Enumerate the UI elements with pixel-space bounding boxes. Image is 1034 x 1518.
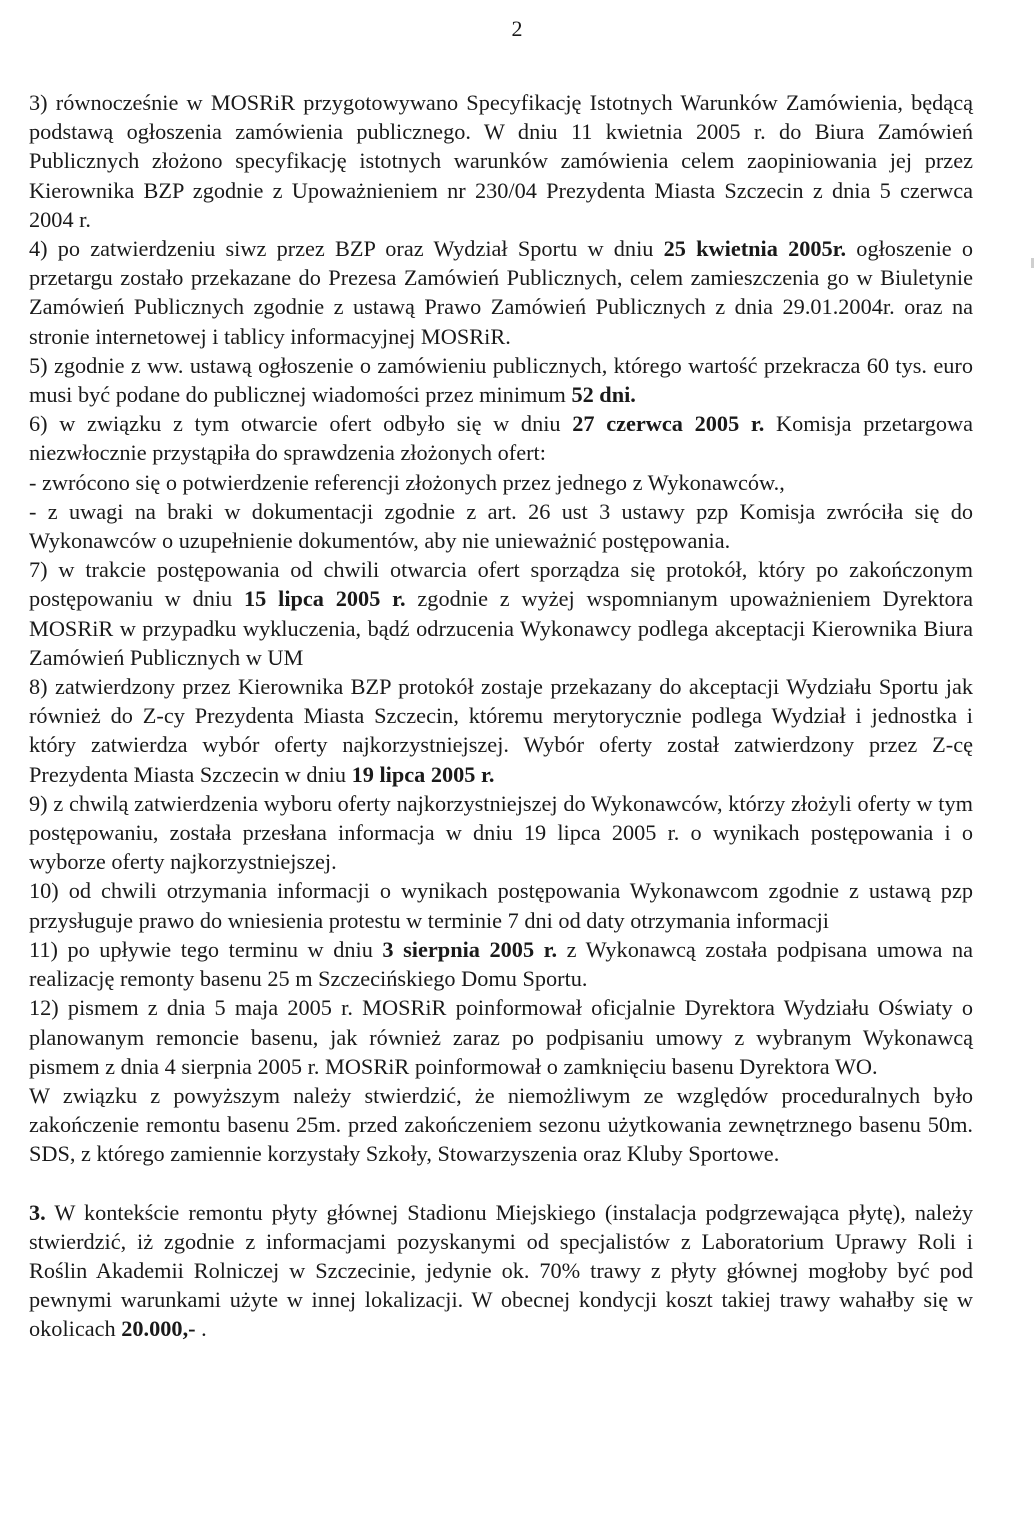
item-6-text-post: Komisja przetargowa niezwłocznie przystąpiła do sprawdzenia złożonych ofert: <box>29 411 974 466</box>
item-11 <box>29 935 973 993</box>
page-number: 2 <box>511 16 523 41</box>
item-5 <box>29 351 973 409</box>
item-4-text-post: ogłoszenie o przetargu zostało przekazane do Prezesa Zamówień Publicznych, celem zamieszczenia go w Biuletynie Zamówień Publicznych zgodnie z ustawą Prawo Zamówień Publicznych z dnia 29.01.2004r. oraz na stronie internetowej i tablicy informacyjnej MOSRiR. <box>29 236 973 349</box>
conclusion-paragraph: W związku z powyższym należy stwierdzić, że niemożliwym ze względów proceduralnych było zakończenie remontu basenu 25m. przed zakończeniem sezonu użytkowania zewnętrznego basenu 50m. SDS, z którego zamiennie korzystały Szkoły, Stowarzyszenia oraz Kluby Sportowe. <box>29 1082 973 1167</box>
item-5-text: 5) zgodnie z ww. ustawą ogłoszenie o zamówieniu publicznych, którego wartość przekracza 60 tys. euro musi być podane do publicznej wiadomości przez minimum <box>29 352 973 408</box>
item-12: 12) pismem z dnia 5 maja 2005 r. MOSRiR poinformował oficjalnie Dyrektora Wydziału Oświaty o planowanym remoncie basenu, jak również zaraz po podpisaniu umowy z wybranym Wykonawcą pismem z dnia 4 sierpnia 2005 r. MOSRiR poinformował o zamknięciu basenu Dyrektora WO. <box>29 995 973 1079</box>
item-9: 9) z chwilą zatwierdzenia wyboru oferty najkorzystniejszej do Wykonawców, którzy złożyli oferty w tym postępowaniu, została przesłana informacja w dniu 19 lipca 2005 r. o wynikach postępowania i o wyborze oferty najkorzystniejszej. <box>29 790 973 875</box>
item-7-text-pre: 7) w trakcie postępowania od chwili otwarcia ofert sporządza się protokół, który po zakończonym postępowaniu w dniu <box>29 557 973 612</box>
item-6-text-pre: 6) w związku z tym otwarcie ofert odbyło się w dniu <box>29 411 573 437</box>
item-10: 10) od chwili otrzymania informacji o wynikach postępowania Wykonawcom zgodnie z ustawą pzp przysługuje prawo do wniesienia protestu w terminie 7 dni od daty otrzymania informacji <box>29 878 973 933</box>
item-6-date: 27 czerwca 2005 r. <box>572 411 765 437</box>
item-4 <box>29 234 973 351</box>
item-8 <box>29 672 973 789</box>
section-3-text: W kontekście remontu płyty głównej Stadionu Miejskiego (instalacja podgrzewająca płytę), należy stwierdzić, iż zgodnie z informacjami pozyskanymi od specjalistów z Laboratorium Uprawy Roli i Roślin Akademii Rolniczej w Szczecinie, jedynie ok. 70% trawy z płyty głównej mogłoby być pod pewnymi warunkami użyte w innej lokalizacji. W obecnej kondycji koszt takiej trawy wahałby się w okolicach <box>29 1199 973 1342</box>
section-3-number: 3. <box>29 1199 46 1225</box>
item-8-date: 19 lipca 2005 r. <box>351 761 495 787</box>
item-3: 3) równocześnie w MOSRiR przygotowywano Specyfikację Istotnych Warunków Zamówienia, będącą podstawą ogłoszenia zamówienia publicznego. W dniu 11 kwietnia 2005 r. do Biura Zamówień Publicznych złożono specyfikację istotnych warunków zamówienia celem zaopiniowania jej przez Kierownika BZP zgodnie z Upoważnieniem nr 230/04 Prezydenta Miasta Szczecin z dnia 5 czerwca 2004 r. <box>29 90 973 232</box>
item-6 <box>29 409 973 467</box>
item-4-date: 25 kwietnia 2005r. <box>663 236 847 262</box>
item-7 <box>29 555 973 672</box>
item-11-text-post: z Wykonawcą została podpisana umowa na realizację remonty basenu 25 m Szczecińskiego Domu Sportu. <box>29 936 974 992</box>
section-3-text-end: . <box>195 1316 207 1342</box>
item-8-text: 8) zatwierdzony przez Kierownika BZP protokół zostaje przekazany do akceptacji Wydziału Sportu jak również do Z-cy Prezydenta Miasta Szczecin, któremu merytorycznie podlega Wydział i jednostka i który zatwierdza wybór oferty najkorzystniejszej. Wybór oferty został zatwierdzony przez Z-cę Prezydenta Miasta Szczecin w dniu <box>29 674 973 787</box>
item-5-days: 52 dni. <box>571 382 636 408</box>
item-11-text-pre: 11) po upływie tego terminu w dniu <box>29 936 383 962</box>
document-body <box>29 88 973 1344</box>
section-spacer <box>29 1169 973 1198</box>
section-3 <box>29 1198 973 1344</box>
section-3-amount: 20.000,- <box>121 1316 196 1342</box>
item-4-text-pre: 4) po zatwierdzeniu siwz przez BZP oraz Wydział Sportu w dniu <box>29 236 664 262</box>
dash-item-references: - zwrócono się o potwierdzenie referencji złożonych przez jednego z Wykonawców., <box>29 469 785 495</box>
item-7-text-post: zgodnie z wyżej wspomnianym upoważnieniem Dyrektora MOSRiR w przypadku wykluczenia, bądź odrzucenia Wykonawcy podlega akceptacji Kierownika Biura Zamówień Publicznych w UM <box>29 586 973 670</box>
item-11-date: 3 sierpnia 2005 r. <box>382 936 558 962</box>
item-7-date: 15 lipca 2005 r. <box>244 586 406 612</box>
dash-item-documentation: - z uwagi na braki w dokumentacji zgodnie z art. 26 ust 3 ustawy pzp Komisja zwróciła się do Wykonawców o uzupełnienie dokumentów, aby nie unieważnić postępowania. <box>29 498 973 554</box>
